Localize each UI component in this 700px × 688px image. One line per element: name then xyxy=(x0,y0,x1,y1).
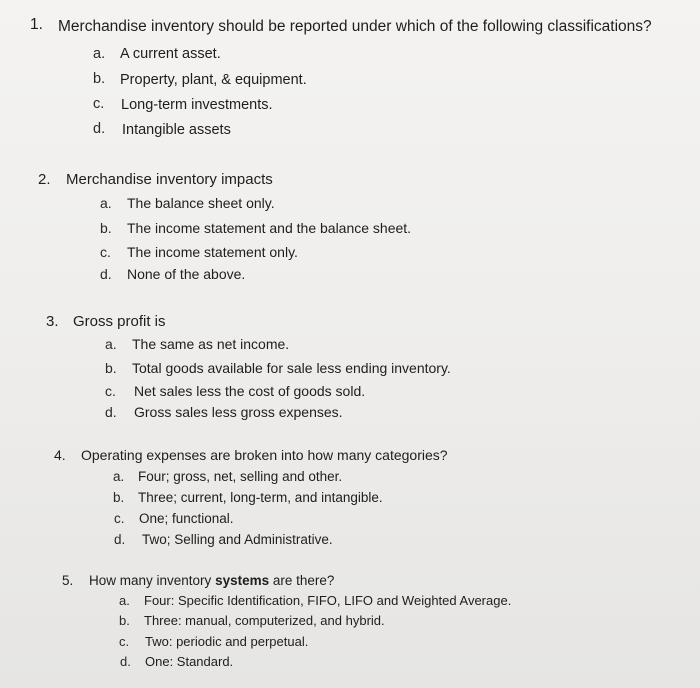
option-text: The same as net income. xyxy=(132,336,290,352)
option-text: One; functional. xyxy=(139,511,234,526)
option-letter: b. xyxy=(100,220,112,236)
option-letter: b. xyxy=(119,613,130,628)
option-letter: b. xyxy=(105,360,117,376)
option-letter: b. xyxy=(113,490,125,505)
option-text: Intangible assets xyxy=(122,122,231,138)
option-text: Total goods available for sale less ending inventory. xyxy=(132,360,451,376)
option-letter: c. xyxy=(93,96,105,112)
option-text: Four; gross, net, selling and other. xyxy=(138,469,343,484)
option-text: The income statement and the balance sheet. xyxy=(127,220,412,236)
question-text: Gross profit is xyxy=(73,313,166,330)
question-text-start: How many inventory xyxy=(89,573,216,588)
option-letter: a. xyxy=(119,593,130,608)
option-letter: a. xyxy=(93,46,106,62)
option-letter: c. xyxy=(100,244,111,260)
question-number: 5. xyxy=(62,573,74,588)
question-number: 2. xyxy=(38,171,51,188)
option-text: Four: Specific Identification, FIFO, LIFO and Weighted Average. xyxy=(144,593,512,608)
option-text: Gross sales less gross expenses. xyxy=(134,404,343,420)
option-text: Two: periodic and perpetual. xyxy=(145,634,309,649)
option-text: Three; current, long-term, and intangible. xyxy=(138,490,383,505)
option-text: The income statement only. xyxy=(127,244,298,260)
option-letter: d. xyxy=(114,532,126,547)
option-text: Two; Selling and Administrative. xyxy=(142,532,333,547)
option-letter: d. xyxy=(120,654,131,669)
option-text: Long-term investments. xyxy=(121,97,273,113)
option-letter: b. xyxy=(93,71,106,87)
option-letter: d. xyxy=(100,266,112,282)
question-text: Merchandise inventory impacts xyxy=(66,171,273,188)
option-text: The balance sheet only. xyxy=(127,195,275,211)
option-text: Three: manual, computerized, and hybrid. xyxy=(144,613,385,628)
option-letter: c. xyxy=(114,511,125,526)
option-text: One: Standard. xyxy=(145,654,234,669)
option-text: Property, plant, & equipment. xyxy=(120,72,307,88)
option-letter: a. xyxy=(105,336,117,352)
option-letter: a. xyxy=(100,195,112,211)
option-text: Net sales less the cost of goods sold. xyxy=(134,383,366,399)
question-text-emphasis: systems xyxy=(215,573,270,588)
question-text xyxy=(89,572,334,590)
option-letter: d. xyxy=(105,404,117,420)
option-letter: d. xyxy=(93,121,106,137)
question-text: Operating expenses are broken into how many categories? xyxy=(81,447,448,463)
option-letter: c. xyxy=(119,634,130,649)
question-number: 4. xyxy=(54,447,66,463)
option-text: A current asset. xyxy=(120,46,221,62)
question-text: Merchandise inventory should be reported under which of the following classifications? xyxy=(58,18,652,35)
option-letter: c. xyxy=(105,383,116,399)
question-number: 1. xyxy=(30,16,43,33)
question-text-end: are there? xyxy=(269,573,335,588)
option-letter: a. xyxy=(113,469,125,484)
option-text: None of the above. xyxy=(127,266,246,282)
question-number: 3. xyxy=(46,313,59,330)
